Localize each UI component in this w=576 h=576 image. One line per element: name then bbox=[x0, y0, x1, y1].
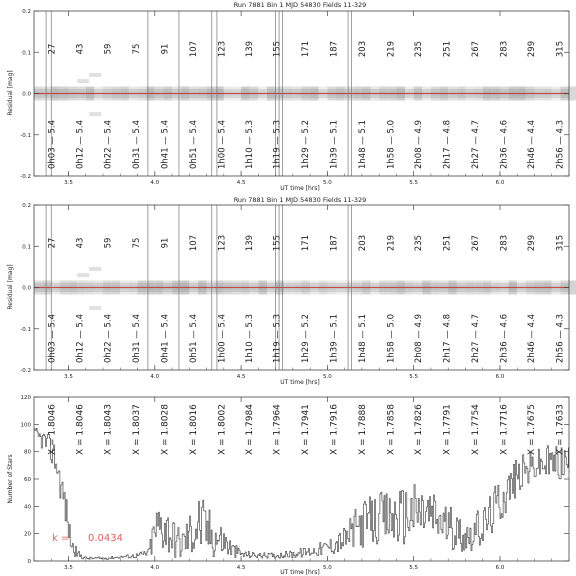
field-number-label: 267 bbox=[470, 234, 481, 252]
airmass-label: X = 1.8002 bbox=[217, 404, 228, 455]
field-number-label: 43 bbox=[75, 43, 86, 55]
airmass-label: X = 1.8046 bbox=[47, 404, 58, 455]
y-tick-label: 0 bbox=[27, 559, 31, 565]
residual-band bbox=[569, 87, 576, 101]
x-axis-label: UT time [hrs] bbox=[280, 379, 320, 386]
x-tick-label: 5.0 bbox=[323, 180, 332, 186]
field-time-label: 2h56 — 4.3 bbox=[555, 119, 566, 169]
x-tick-label: 5.5 bbox=[409, 180, 419, 186]
field-number-label: 203 bbox=[357, 40, 368, 58]
field-number-label: 187 bbox=[329, 234, 340, 252]
field-number-label: 203 bbox=[357, 234, 368, 252]
field-number-label: 219 bbox=[386, 234, 397, 252]
field-number-label: 251 bbox=[442, 40, 453, 58]
field-number-label: 171 bbox=[300, 234, 311, 252]
field-time-label: 2h46 — 4.4 bbox=[527, 119, 538, 169]
airmass-label: X = 1.7888 bbox=[357, 404, 368, 455]
x-tick-label: 6.0 bbox=[495, 374, 505, 380]
field-time-label: 1h19 — 5.3 bbox=[272, 119, 283, 169]
y-tick-label: -0.1 bbox=[20, 326, 31, 333]
residual-outlier bbox=[89, 306, 101, 310]
field-number-label: 139 bbox=[244, 234, 255, 252]
residual-panel-top bbox=[7, 1, 576, 192]
field-time-label: 1h58 — 5.0 bbox=[386, 119, 397, 169]
field-number-label: 27 bbox=[47, 237, 58, 249]
field-number-label: 155 bbox=[272, 40, 283, 58]
field-time-label: 1h19 — 5.3 bbox=[272, 313, 283, 363]
field-time-label: 2h17 — 4.8 bbox=[442, 119, 453, 169]
field-number-label: 75 bbox=[131, 43, 142, 55]
x-axis-label: UT time [hrs] bbox=[280, 569, 320, 576]
field-number-label: 123 bbox=[217, 234, 228, 252]
field-time-label: 1h29 — 5.2 bbox=[300, 313, 311, 363]
y-tick-label: 0.0 bbox=[22, 285, 31, 292]
field-time-label: 2h56 — 4.3 bbox=[555, 313, 566, 363]
x-tick-label: 5.5 bbox=[409, 374, 419, 380]
field-time-label: 0h31 — 5.4 bbox=[131, 119, 142, 169]
field-number-label: 283 bbox=[499, 234, 510, 252]
field-time-label: 0h31 — 5.4 bbox=[131, 313, 142, 363]
field-number-label: 59 bbox=[103, 237, 114, 249]
plot-area bbox=[20, 203, 576, 380]
airmass-label: X = 1.7826 bbox=[413, 404, 424, 455]
field-time-label: 2h27 — 4.7 bbox=[470, 119, 481, 169]
airmass-label: X = 1.7791 bbox=[442, 404, 453, 455]
panel-title: Run 7881 Bin 1 MJD 54830 Fields 11-329 bbox=[233, 196, 367, 204]
x-tick-label: 3.5 bbox=[64, 374, 73, 380]
y-axis-label: Number of Stars bbox=[7, 454, 14, 504]
x-tick-label: 6.0 bbox=[495, 565, 505, 571]
field-time-label: 2h08 — 4.9 bbox=[413, 313, 424, 363]
k-value: 0.0434 bbox=[88, 533, 123, 544]
airmass-label: X = 1.8028 bbox=[160, 404, 171, 455]
airmass-label: X = 1.7964 bbox=[272, 404, 283, 455]
plot-area bbox=[21, 395, 570, 571]
field-time-label: 1h29 — 5.2 bbox=[300, 119, 311, 169]
field-number-label: 59 bbox=[103, 43, 114, 55]
k-label: k = bbox=[52, 533, 70, 544]
residual-band bbox=[569, 281, 576, 295]
x-tick-label: 5.0 bbox=[323, 374, 332, 380]
field-number-label: 283 bbox=[499, 40, 510, 58]
field-time-label: 1h58 — 5.0 bbox=[386, 313, 397, 363]
field-number-label: 107 bbox=[188, 234, 199, 252]
y-tick-label: 0.2 bbox=[22, 9, 31, 15]
airmass-label: X = 1.7941 bbox=[300, 404, 311, 455]
field-time-label: 0h22 — 5.4 bbox=[103, 119, 114, 169]
y-axis-label: Residual [mag] bbox=[7, 70, 14, 116]
field-time-label: 2h36 — 4.6 bbox=[499, 119, 510, 169]
field-time-label: 2h46 — 4.4 bbox=[527, 313, 538, 363]
y-tick-label: -0.2 bbox=[20, 174, 31, 180]
x-tick-label: 6.0 bbox=[495, 180, 505, 186]
panel-title: Run 7881 Bin 1 MJD 54830 Fields 11-329 bbox=[233, 1, 367, 9]
y-tick-label: -0.1 bbox=[20, 132, 31, 139]
field-number-label: 267 bbox=[470, 40, 481, 58]
y-tick-label: -0.2 bbox=[20, 368, 31, 374]
field-number-label: 155 bbox=[272, 234, 283, 252]
airmass-label: X = 1.8016 bbox=[188, 404, 199, 455]
field-number-label: 235 bbox=[413, 40, 424, 58]
field-number-label: 107 bbox=[188, 40, 199, 58]
field-time-label: 0h41 — 5.4 bbox=[160, 313, 171, 363]
residual-outlier bbox=[77, 79, 89, 83]
field-time-label: 0h51 — 5.4 bbox=[188, 119, 199, 169]
field-number-label: 27 bbox=[47, 43, 58, 55]
airmass-label: X = 1.7754 bbox=[470, 404, 481, 455]
x-tick-label: 5.5 bbox=[409, 565, 419, 571]
field-time-label: 0h12 — 5.4 bbox=[75, 313, 86, 363]
field-time-label: 1h00 — 5.4 bbox=[217, 119, 228, 169]
x-tick-label: 5.0 bbox=[323, 565, 332, 571]
field-time-label: 2h08 — 4.9 bbox=[413, 119, 424, 169]
airmass-label: X = 1.7916 bbox=[329, 404, 340, 455]
field-number-label: 171 bbox=[300, 40, 311, 58]
x-tick-label: 4.0 bbox=[150, 565, 160, 571]
x-tick-label: 4.5 bbox=[236, 374, 246, 380]
y-tick-label: 40 bbox=[24, 504, 31, 511]
y-tick-label: 120 bbox=[20, 395, 31, 401]
field-time-label: 1h48 — 5.1 bbox=[357, 119, 368, 169]
field-time-label: 1h10 — 5.3 bbox=[244, 119, 255, 169]
y-tick-label: 0.1 bbox=[22, 244, 31, 251]
airmass-label: X = 1.8043 bbox=[103, 404, 114, 455]
x-axis-label: UT time [hrs] bbox=[280, 185, 320, 192]
field-number-label: 299 bbox=[527, 40, 538, 58]
field-number-label: 75 bbox=[131, 237, 142, 249]
y-tick-label: 100 bbox=[20, 422, 31, 429]
star-count-panel bbox=[7, 395, 569, 576]
field-number-label: 187 bbox=[329, 40, 340, 58]
airmass-label: X = 1.7984 bbox=[244, 404, 255, 455]
airmass-label: X = 1.8046 bbox=[75, 404, 86, 455]
residual-outlier bbox=[77, 273, 89, 277]
y-axis-label: Residual [mag] bbox=[7, 264, 14, 310]
airmass-label: X = 1.7716 bbox=[499, 404, 510, 455]
field-number-label: 251 bbox=[442, 234, 453, 252]
field-time-label: 1h39 — 5.1 bbox=[329, 313, 340, 363]
field-number-label: 123 bbox=[217, 40, 228, 58]
field-number-label: 299 bbox=[527, 234, 538, 252]
field-number-label: 315 bbox=[555, 40, 566, 58]
y-tick-label: 0.2 bbox=[22, 203, 31, 209]
y-tick-label: 0.0 bbox=[22, 91, 31, 98]
field-number-label: 91 bbox=[160, 237, 171, 249]
field-time-label: 1h00 — 5.4 bbox=[217, 313, 228, 363]
field-time-label: 0h22 — 5.4 bbox=[103, 313, 114, 363]
field-time-label: 2h36 — 4.6 bbox=[499, 313, 510, 363]
residual-outlier bbox=[89, 267, 101, 271]
x-tick-label: 4.5 bbox=[236, 565, 246, 571]
y-tick-label: 20 bbox=[24, 531, 31, 538]
plot-area bbox=[20, 9, 576, 186]
y-tick-label: 60 bbox=[24, 477, 31, 483]
residual-panel-middle bbox=[7, 196, 576, 386]
field-time-label: 0h41 — 5.4 bbox=[160, 119, 171, 169]
field-time-label: 2h17 — 4.8 bbox=[442, 313, 453, 363]
field-time-label: 0h12 — 5.4 bbox=[75, 119, 86, 169]
field-number-label: 139 bbox=[244, 40, 255, 58]
field-time-label: 1h10 — 5.3 bbox=[244, 313, 255, 363]
x-tick-label: 3.5 bbox=[64, 180, 73, 186]
airmass-label: X = 1.8037 bbox=[131, 404, 142, 455]
field-time-label: 1h39 — 5.1 bbox=[329, 119, 340, 169]
x-tick-label: 3.5 bbox=[64, 565, 73, 571]
field-time-label: 0h03 — 5.4 bbox=[47, 119, 58, 169]
field-number-label: 315 bbox=[555, 234, 566, 252]
field-time-label: 0h03 — 5.4 bbox=[47, 313, 58, 363]
airmass-label: X = 1.7633 bbox=[555, 404, 566, 455]
airmass-label: X = 1.7675 bbox=[527, 404, 538, 455]
x-tick-label: 4.0 bbox=[150, 374, 160, 380]
x-tick-label: 4.0 bbox=[150, 180, 160, 186]
residual-outlier bbox=[89, 73, 101, 77]
field-time-label: 0h51 — 5.4 bbox=[188, 313, 199, 363]
field-time-label: 1h48 — 5.1 bbox=[357, 313, 368, 363]
x-tick-label: 4.5 bbox=[236, 180, 246, 186]
residual-outlier bbox=[89, 112, 101, 116]
field-time-label: 2h27 — 4.7 bbox=[470, 313, 481, 363]
field-number-label: 219 bbox=[386, 40, 397, 58]
y-tick-label: 0.1 bbox=[22, 50, 31, 57]
y-tick-label: 80 bbox=[24, 449, 31, 456]
airmass-label: X = 1.7858 bbox=[386, 404, 397, 455]
field-number-label: 43 bbox=[75, 237, 86, 249]
field-number-label: 91 bbox=[160, 43, 171, 55]
field-number-label: 235 bbox=[413, 234, 424, 252]
